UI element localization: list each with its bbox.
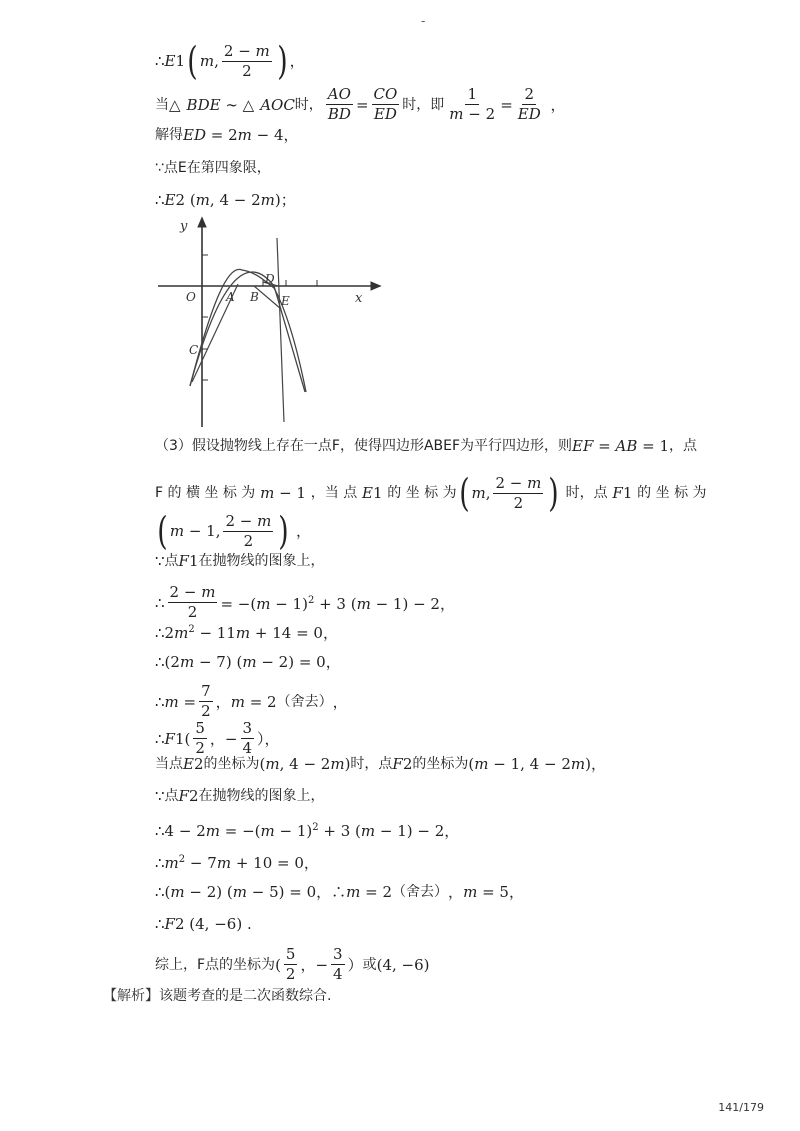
line-factor-2: ∴(m − 2) (m − 5) = 0，∴m = 2 （舍去） ，m = 5， (155, 883, 524, 901)
line-f2-result: ∴ F 2 (4, −6) . (155, 915, 252, 933)
label-a: A (226, 290, 235, 304)
line-conclusion: 综上，F点的坐标为 ( $\frac{5}{2}$ ，− $\frac{3}{4}$ ） 或 (4, −6) (155, 945, 430, 983)
parabola-curve (190, 272, 305, 392)
line-f2-on-parabola: ∵ 点 F 2 在抛物线的图象上， (155, 787, 325, 805)
label-e: E (281, 294, 290, 308)
parabola-graph (150, 212, 390, 432)
line-m-solution-1: ∴m = $\frac{7}{2}$ ，m = 2 （舍去） ， (155, 682, 348, 720)
page-number: 141/179 (718, 1101, 764, 1114)
label-d: D (265, 272, 275, 286)
line-f1-result: ∴ F 1 ( $\frac{5}{2}$ ，− $\frac{3}{4}$ ）， (155, 719, 280, 757)
line-f-abscissa: F 的 横 坐 标 为 m − 1 ，当 点 E 1 的 坐 标 为 ( m , $\frac{2 - m}{2}$ ) 时 ，点 F 1 的 坐 标 为 (155, 471, 707, 515)
label-x: x (355, 291, 363, 306)
line-f1-coordinate: ( m − 1, $\frac{2 - m}{2}$ ) ， (157, 509, 311, 553)
label-y: y (180, 219, 188, 234)
line-e-fourth-quadrant: ∵点E在第四象限， (155, 160, 271, 176)
line-quadratic-1: $\therefore 2m^2 - 11m + 14 = 0$， (155, 624, 338, 642)
page-header-mark: - (421, 14, 426, 28)
line-quadratic-2: $\therefore m^2 - 7m + 10 = 0$， (155, 854, 319, 872)
line-f1-equation: ∴ $\frac{2 - m}{2}$ = $-(m - 1)^2 + 3$ (m − 1) − 2， (155, 583, 455, 621)
line-e1-coordinate: ∴ E 1 ( m , $\frac{2 - m}{2}$ ) ， (155, 39, 305, 83)
line-e2-coordinate: ∴ E 2 (m, 4 − 2m)； (155, 191, 296, 209)
line-similar-triangles: 当 △ BDE ∼ △ AOC 时， $\frac{AO}{BD}$ = $\frac{CO}{ED}$ 时， 即 $\frac{1}{m - 2}$ = $\frac{2}{ED}$ ， (155, 85, 566, 123)
line-e2-case: 当点 E 2 的坐标为 (m, 4 − 2m) 时，点 F 2 的坐标为 (m − 1, 4 − 2m)， (155, 755, 606, 773)
line-x-eq-m (277, 238, 284, 422)
label-c: C (189, 343, 199, 357)
label-o: O (186, 290, 196, 304)
parabola-figure (150, 212, 390, 432)
line-factor-1: ∴(2m − 7) (m − 2) = 0， (155, 653, 341, 671)
line-analysis: 【解析】 该题考查的是二次函数综合. (103, 988, 332, 1004)
line-q3-assumption: （3）假设抛物线上存在一点F，使得四边形ABEF为平行四边形，则 EF = AB = 1 ，点 (155, 437, 698, 455)
label-b: B (250, 290, 259, 304)
line-f1-on-parabola: ∵ 点 F 1 在抛物线的图象上， (155, 552, 325, 570)
line-solve-ed: 解得 ED = 2m − 4， (155, 126, 299, 144)
line-f2-equation: ∴4 − $2m = -(m - 1)^2 + 3$ (m − 1) − 2， (155, 822, 460, 840)
